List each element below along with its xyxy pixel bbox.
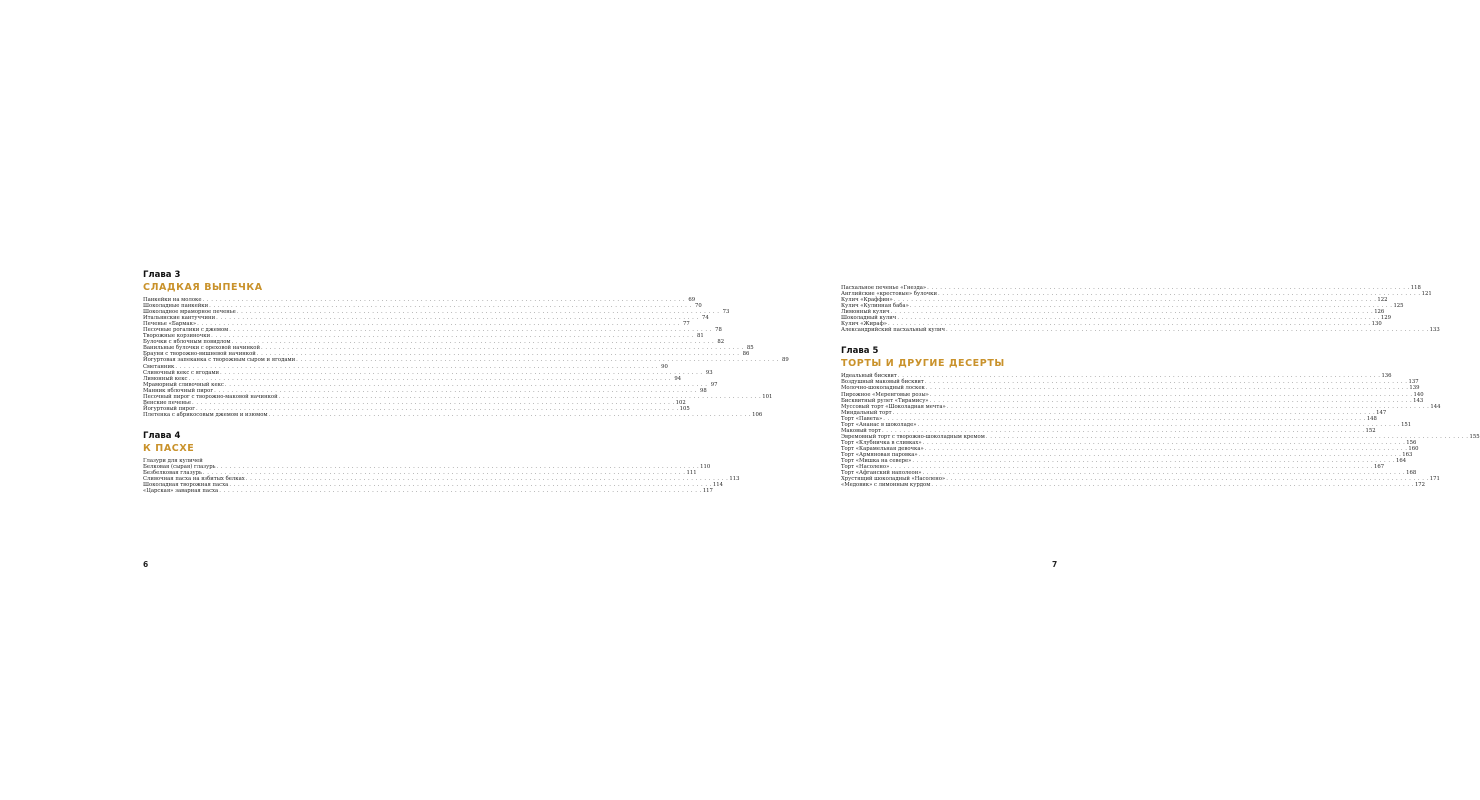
toc-entry-title: Безбелковая глазурь bbox=[143, 470, 202, 477]
toc-entry-title: Шоколадный кулич bbox=[841, 315, 897, 322]
toc-entry-page: 126 bbox=[1374, 309, 1385, 316]
toc-entry-page: 105 bbox=[679, 405, 690, 412]
toc-entry-title: Торт «Карамельная девочка» bbox=[841, 445, 924, 452]
toc-entry-page: 90 bbox=[661, 363, 668, 370]
toc-entry-page: 113 bbox=[729, 476, 740, 483]
toc-entry-page: 106 bbox=[752, 411, 763, 418]
toc-entry-title: Манник яблочный пирог bbox=[143, 387, 214, 394]
toc-entry-page: 144 bbox=[1430, 403, 1441, 410]
toc-entry-title: Торт «Насолено» bbox=[841, 464, 890, 471]
toc-entry-page: 130 bbox=[1371, 321, 1382, 328]
page-number-left: 6 bbox=[143, 560, 149, 569]
toc-entry-title: Сливочная пасха на взбитых белках bbox=[143, 476, 245, 483]
toc-entry-title: Торт «Армяновая паровка» bbox=[841, 451, 918, 458]
toc-entry-page: 171 bbox=[1429, 476, 1440, 483]
right-page bbox=[400, 0, 1480, 800]
toc-entry-page: 121 bbox=[1421, 291, 1432, 298]
chapter-title: К ПАСХЕ bbox=[143, 442, 195, 454]
toc-entry-page: 136 bbox=[1381, 373, 1392, 380]
toc-entry-title: Песочные рогалики с джемом bbox=[143, 327, 229, 334]
toc-entry-title: Шоколадное мраморное печенье bbox=[143, 309, 236, 316]
toc-entry-title: Бисквитный рулет «Тирамису» bbox=[841, 397, 929, 404]
toc-entry-page: 77 bbox=[683, 321, 690, 328]
toc-entry-page: 133 bbox=[1429, 327, 1440, 334]
toc-entry-title: Йогуртовый пирог bbox=[143, 405, 196, 412]
toc-entry-page: 156 bbox=[1406, 439, 1417, 446]
toc-entry-title: Венские печенье bbox=[143, 399, 192, 406]
toc-entry-title: Йогуртовая запеканка с творожным сыром и ягодами bbox=[143, 357, 296, 364]
toc-entry-title: Торт «Павета» bbox=[841, 415, 883, 422]
toc-entry bbox=[143, 411, 763, 418]
toc-entry bbox=[841, 482, 1426, 489]
toc-entry-title: Пасхальное печенье «Гнезда» bbox=[841, 285, 927, 291]
toc-entry-page: 137 bbox=[1408, 379, 1419, 386]
chapter-label: Глава 3 bbox=[143, 270, 181, 280]
toc-entry-page: 73 bbox=[722, 309, 730, 316]
toc-entry-title: Молочно-шоколадный лоскек bbox=[841, 385, 925, 392]
toc-entry-page: 101 bbox=[762, 393, 773, 400]
toc-entry-page: 111 bbox=[686, 470, 697, 477]
toc-entry-title: Торт «Ананас в шоколаде» bbox=[841, 421, 917, 428]
toc-entry-title: Воздушный маковый бисквит bbox=[841, 379, 924, 386]
toc-entry-page: 110 bbox=[700, 463, 711, 470]
toc-entry-page: 74 bbox=[701, 315, 709, 322]
toc-entry-title: Миндальный торт bbox=[841, 409, 892, 416]
toc-entry-title: Шоколадные панкейки bbox=[143, 303, 209, 310]
toc-entry-title: Панкейки на молоке bbox=[143, 297, 202, 303]
toc-entry-title: Маковый торт bbox=[841, 427, 881, 434]
toc-entry-page: 163 bbox=[1402, 451, 1413, 458]
toc-entry-page: 167 bbox=[1373, 464, 1385, 471]
toc-entry-title: Лимонный кекс bbox=[143, 375, 188, 382]
toc-entry-page: 155 bbox=[1469, 433, 1480, 440]
toc-entry-page: 160 bbox=[1408, 445, 1419, 452]
toc-entry-page: 122 bbox=[1377, 297, 1388, 304]
toc-entry-title: Кулич «Кулинная баба» bbox=[841, 303, 909, 310]
toc-entry-page: 78 bbox=[715, 327, 722, 334]
toc-entry-title: «Медовик» с лимонным курдом bbox=[841, 482, 931, 489]
toc-entry-page: 172 bbox=[1414, 482, 1426, 489]
toc-entry-page: 168 bbox=[1406, 470, 1417, 477]
toc-entry-page: 102 bbox=[675, 399, 686, 406]
toc-entry-title: Плетенка с абрикосовым джемом и изюмом bbox=[143, 411, 268, 418]
toc-entry-page: 114 bbox=[712, 482, 724, 489]
toc-entry-page: 97 bbox=[710, 381, 718, 388]
toc-entry-page: 152 bbox=[1365, 427, 1376, 434]
toc-entry-title: Мраморный сливочный кекс bbox=[143, 381, 224, 388]
toc-entry-title: Ванильные булочки с ореховой начинкой bbox=[143, 345, 261, 352]
toc-entry-title: Песочный пирог с творожно-маковой начинкой bbox=[143, 393, 278, 400]
toc-entry-page: 151 bbox=[1401, 421, 1412, 428]
toc-entry-page: 143 bbox=[1413, 397, 1424, 404]
toc-entry-page: 118 bbox=[1410, 285, 1421, 291]
toc-entry-title: Пирожное «Меренговые розы» bbox=[841, 391, 929, 398]
toc-entry-page: 89 bbox=[782, 357, 789, 364]
toc-entry-page: 69 bbox=[688, 297, 696, 303]
toc-entry-page: 82 bbox=[717, 339, 725, 346]
toc-entry-title: Александрийский пасхальный кулич bbox=[841, 327, 946, 334]
toc-entry-title: Торт «Афганский наполеон» bbox=[841, 470, 922, 477]
toc-entry-title: Сметанник bbox=[143, 363, 175, 370]
toc-entry-title: Идеальный бисквит bbox=[841, 373, 897, 380]
chapter-title: СЛАДКАЯ ВЫПЕЧКА bbox=[143, 282, 263, 293]
toc-entry-title: Печенье «Бармак» bbox=[143, 321, 197, 328]
toc-entry-page: 140 bbox=[1413, 391, 1424, 398]
page-number-right: 7 bbox=[1052, 560, 1058, 569]
toc-entry-title: Глазури для куличей bbox=[143, 457, 203, 464]
toc-entry-title: Английские «крестовые» булочки bbox=[841, 291, 937, 298]
toc-entry-page: 93 bbox=[705, 369, 713, 376]
toc-entry-title: Торт «Мишка на севере» bbox=[841, 458, 912, 465]
toc-entry-page: 139 bbox=[1409, 385, 1420, 392]
toc-entry-page: 81 bbox=[696, 333, 704, 340]
toc-entry-page: 85 bbox=[746, 345, 754, 352]
toc-entry-title: Творожные корзиночки bbox=[143, 333, 211, 340]
toc-entry-page: 148 bbox=[1366, 415, 1377, 422]
toc-entry-title: Сливочный кекс с ягодами bbox=[143, 369, 220, 376]
chapter-label: Глава 4 bbox=[143, 430, 181, 441]
toc-entry-page: 117 bbox=[702, 488, 713, 495]
toc-entry-title: Белковая (сырая) глазурь bbox=[143, 463, 216, 470]
toc-entry-title: Брауни с творожно-вишневой начинкой bbox=[143, 351, 256, 358]
right-toc-column bbox=[841, 285, 1480, 489]
toc-entry-page: 164 bbox=[1395, 458, 1407, 465]
toc-entry-title: Булочки с яблочным повидлом bbox=[143, 339, 231, 346]
dot-leader bbox=[931, 482, 1414, 488]
toc-entry-title: Хрустящий шоколадный «Насолено» bbox=[841, 476, 946, 483]
toc-entry-page: 147 bbox=[1376, 409, 1387, 416]
toc-entry-title: Торт «Клубничка в сливках» bbox=[841, 439, 922, 446]
toc-entry bbox=[841, 327, 1440, 334]
toc-entry-title: Эвремовный торт с творожно-шоколадным кремом bbox=[841, 433, 985, 440]
toc-entry-page: 94 bbox=[674, 375, 682, 382]
toc-entry-page: 98 bbox=[700, 387, 707, 394]
toc-entry-title: Кулич «Краффин» bbox=[841, 297, 893, 304]
dot-leader bbox=[946, 327, 1429, 333]
toc-entry-title: Кулич «Жираф» bbox=[841, 321, 887, 328]
toc-entry-page: 125 bbox=[1393, 303, 1404, 310]
toc-entry bbox=[143, 488, 713, 495]
toc-entry-page: 86 bbox=[742, 351, 750, 358]
toc-entry-title: «Царская» заварная пасха bbox=[143, 488, 219, 495]
chapter-label: Глава 5 bbox=[841, 346, 879, 357]
left-toc-column bbox=[143, 270, 789, 495]
toc-entry-page: 70 bbox=[694, 303, 702, 310]
toc-entry-title: Итальянские кантуччини bbox=[143, 315, 216, 322]
toc-entry-title: Лимонный кулич bbox=[841, 309, 890, 316]
chapter-title: ТОРТЫ И ДРУГИЕ ДЕСЕРТЫ bbox=[841, 358, 1005, 370]
toc-entry-title: Муссовый торт «Шоколадная мечта» bbox=[841, 403, 946, 410]
toc-entry-title: Шоколадная творожная пасха bbox=[143, 482, 229, 489]
toc-entry-page: 129 bbox=[1380, 315, 1392, 322]
